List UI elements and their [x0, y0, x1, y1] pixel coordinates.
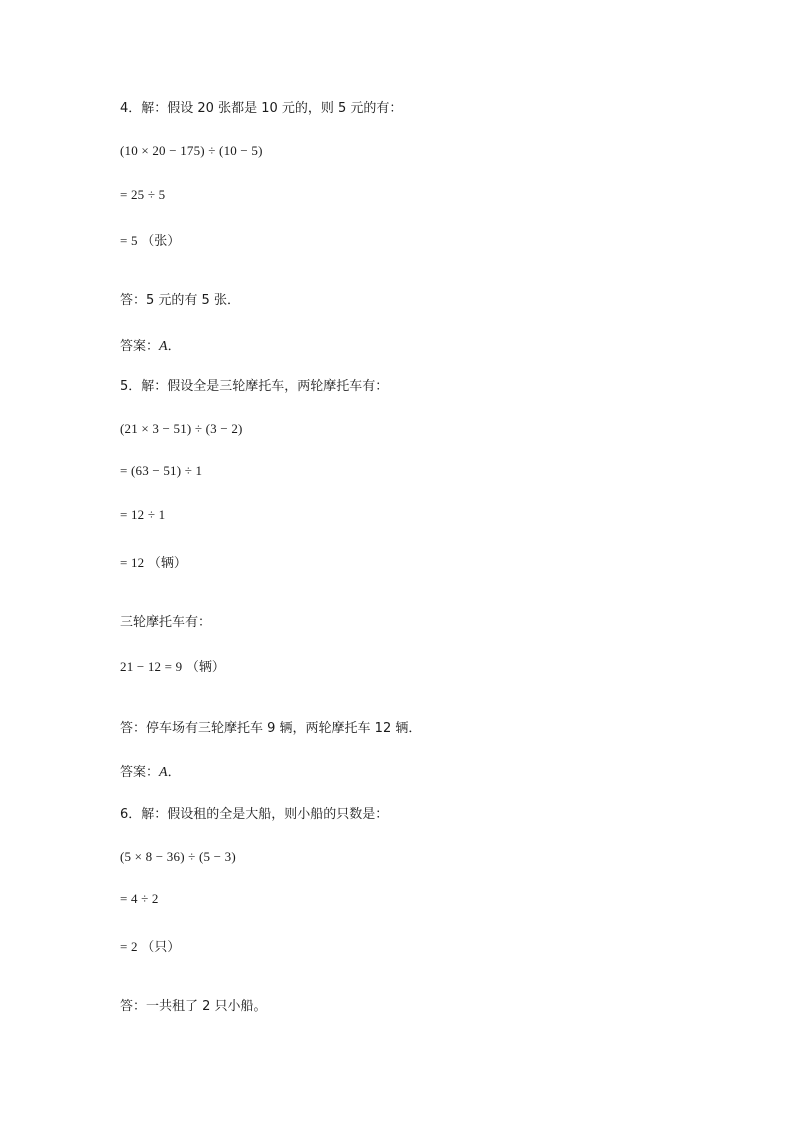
q4-step3 — [120, 232, 180, 251]
q4-choice-label: 答案： — [120, 339, 160, 354]
q5-sub-calc-unit: （辆） — [185, 660, 225, 675]
q6-step1: (5 × 8 − 36) ÷ (5 − 3) — [120, 849, 236, 864]
q4-step2: = 25 ÷ 5 — [120, 187, 166, 202]
q5-sub-calc — [120, 658, 225, 677]
q4-choice — [120, 338, 181, 356]
q6-step3 — [120, 938, 180, 957]
q4-step3-value: = 5 — [120, 233, 138, 248]
q5-step2: = (63 − 51) ÷ 1 — [120, 463, 203, 478]
q5-step3: = 12 ÷ 1 — [120, 507, 166, 522]
q6-answer: 答：一共租了 2 只小船。 — [120, 999, 267, 1014]
q6-intro: 6．解：假设租的全是大船，则小船的只数是： — [120, 807, 389, 822]
q5-intro: 5．解：假设全是三轮摩托车，两轮摩托车有： — [120, 379, 389, 394]
q5-step4-value: = 12 — [120, 555, 145, 570]
q5-choice-label: 答案： — [120, 765, 160, 780]
q6-step2: = 4 ÷ 2 — [120, 891, 159, 906]
q5-choice-end: ． — [167, 765, 181, 780]
q5-step4 — [120, 554, 187, 573]
q4-choice-value: A — [159, 339, 168, 354]
q6-step3-value: = 2 — [120, 939, 138, 954]
q5-choice — [120, 764, 181, 782]
q5-sub-calc-value: 21 − 12 = 9 — [120, 659, 183, 674]
q5-choice-value: A — [159, 765, 168, 780]
q4-choice-end: ． — [167, 339, 181, 354]
q5-answer: 答：停车场有三轮摩托车 9 辆，两轮摩托车 12 辆． — [120, 721, 422, 736]
q5-sub-intro: 三轮摩托车有： — [120, 615, 212, 630]
q5-step4-unit: （辆） — [147, 556, 187, 571]
q6-step3-unit: （只） — [141, 940, 181, 955]
q4-step1: (10 × 20 − 175) ÷ (10 − 5) — [120, 143, 263, 158]
q4-answer: 答：5 元的有 5 张． — [120, 293, 240, 308]
q4-step3-unit: （张） — [141, 234, 181, 249]
q5-step1: (21 × 3 − 51) ÷ (3 − 2) — [120, 421, 243, 436]
q4-intro: 4．解：假设 20 张都是 10 元的，则 5 元的有： — [120, 101, 403, 116]
